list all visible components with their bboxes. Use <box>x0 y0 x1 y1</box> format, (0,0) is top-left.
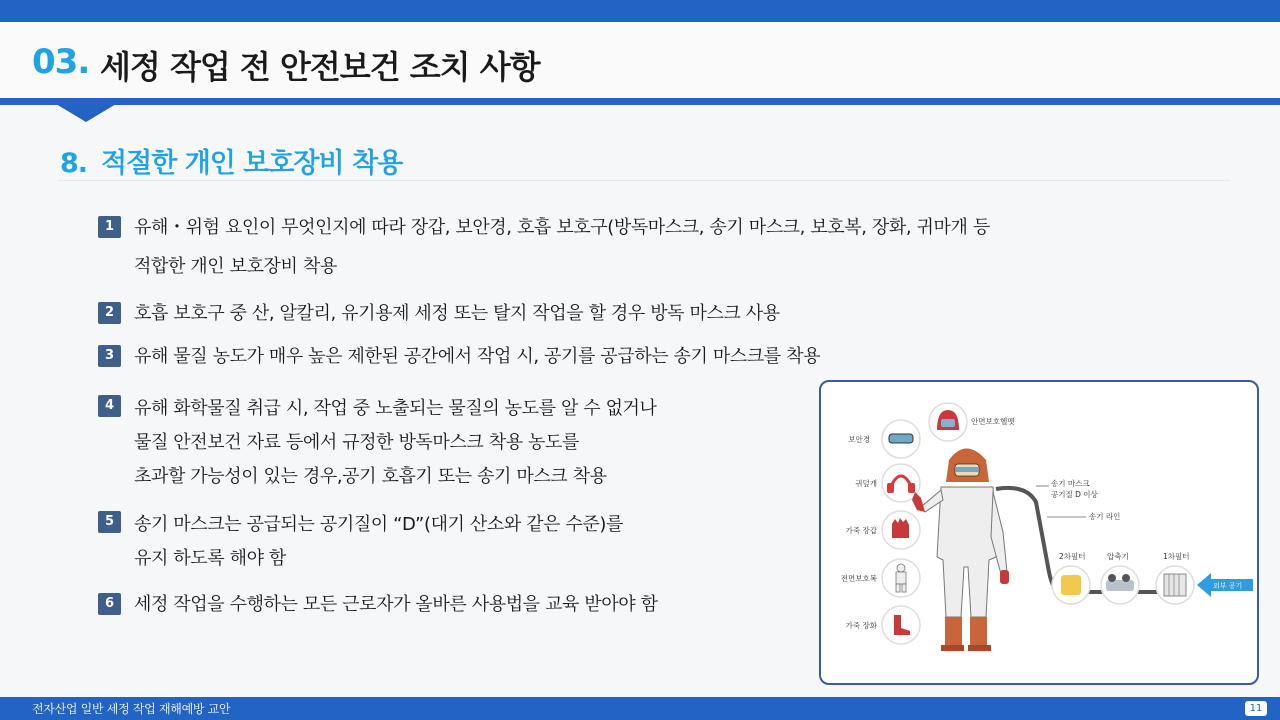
title-divider <box>0 98 1280 105</box>
label-suit: 전면보호복 <box>840 574 877 583</box>
label-filter2: 2차필터 <box>1059 552 1086 561</box>
item-text <box>134 590 658 620</box>
section-divider <box>58 180 1230 181</box>
label-filter1: 1차필터 <box>1163 552 1190 561</box>
label-mask-grade: 공기질 D 이상 <box>1051 490 1098 499</box>
item-line: 유지 하도록 해야 함 <box>134 548 286 569</box>
helmet-icon <box>929 403 967 441</box>
ppe-illustration <box>819 380 1259 685</box>
section-title <box>60 141 402 180</box>
label-helmet: 안면보호헬멧 <box>971 417 1015 426</box>
filter2-icon <box>1052 566 1090 604</box>
item-line: 호흡 보호구 중 산, 알칼리, 유기용제 세정 또는 탈지 작업을 할 경우 방독 마스크 사용 <box>134 303 780 324</box>
section-title-text: 적절한 개인 보호장비 착용 <box>101 148 403 179</box>
filter1-icon <box>1156 566 1194 604</box>
item-line: 세정 작업을 수행하는 모든 근로자가 올바른 사용법을 교육 받아야 함 <box>134 594 658 615</box>
label-goggles: 보안경 <box>848 435 870 444</box>
item-badge: 1 <box>98 216 121 238</box>
label-earmuffs: 귀덮개 <box>855 479 877 488</box>
item-text <box>134 299 780 329</box>
top-bar <box>0 0 1280 22</box>
item-text <box>134 392 657 494</box>
item-line: 물질 안전보건 자료 등에서 규정한 방독마스크 착용 농도를 <box>134 432 579 453</box>
gloves-icon <box>882 511 920 549</box>
item-text <box>134 508 623 576</box>
label-outside-air: 외부 공기 <box>1213 582 1243 590</box>
page-title-number: 03. <box>32 42 90 82</box>
compressor-icon <box>1101 566 1139 604</box>
item-badge: 6 <box>98 593 121 615</box>
item-text <box>134 342 820 372</box>
item-badge: 3 <box>98 345 121 367</box>
worker-figure <box>912 449 1009 652</box>
item-badge: 5 <box>98 511 121 533</box>
item-line: 유해 화학물질 취급 시, 작업 중 노출되는 물질의 농도를 알 수 없거나 <box>134 398 657 419</box>
boots-icon <box>882 606 920 644</box>
footer-title: 전자산업 일반 세정 작업 재해예방 교안 <box>32 702 231 716</box>
ppe-diagram <box>821 382 1257 683</box>
item-text <box>134 213 990 282</box>
item-line: 유해 물질 농도가 매우 높은 제한된 공간에서 작업 시, 공기를 공급하는 송기 마스크를 착용 <box>134 346 821 367</box>
goggles-icon <box>882 420 920 458</box>
label-gloves: 가죽 장갑 <box>845 526 877 535</box>
section-number: 8. <box>60 148 88 179</box>
label-compressor: 압축기 <box>1107 552 1129 561</box>
label-mask: 송기 마스크 <box>1051 479 1090 488</box>
label-air-line: 송기 라인 <box>1089 512 1121 521</box>
item-line: 송기 마스크는 공급되는 공기질이 “D”(대기 산소와 같은 수준)를 <box>134 514 624 535</box>
item-badge: 4 <box>98 395 121 417</box>
page-number: 11 <box>1245 701 1267 716</box>
item-line: 초과할 가능성이 있는 경우,공기 호흡기 또는 송기 마스크 착용 <box>134 466 607 487</box>
title-notch <box>56 104 116 122</box>
item-line: 유해・위험 요인이 무엇인지에 따라 장갑, 보안경, 호흡 보호구(방독마스크, 송기 마스크, 보호복, 장화, 귀마개 등 <box>134 217 990 238</box>
item-line: 적합한 개인 보호장비 착용 <box>134 256 337 277</box>
protective-suit-icon <box>882 559 920 597</box>
item-badge: 2 <box>98 302 121 324</box>
label-boots: 가죽 장화 <box>845 621 877 630</box>
page-title: 세정 작업 전 안전보건 조치 사항 <box>100 48 540 86</box>
